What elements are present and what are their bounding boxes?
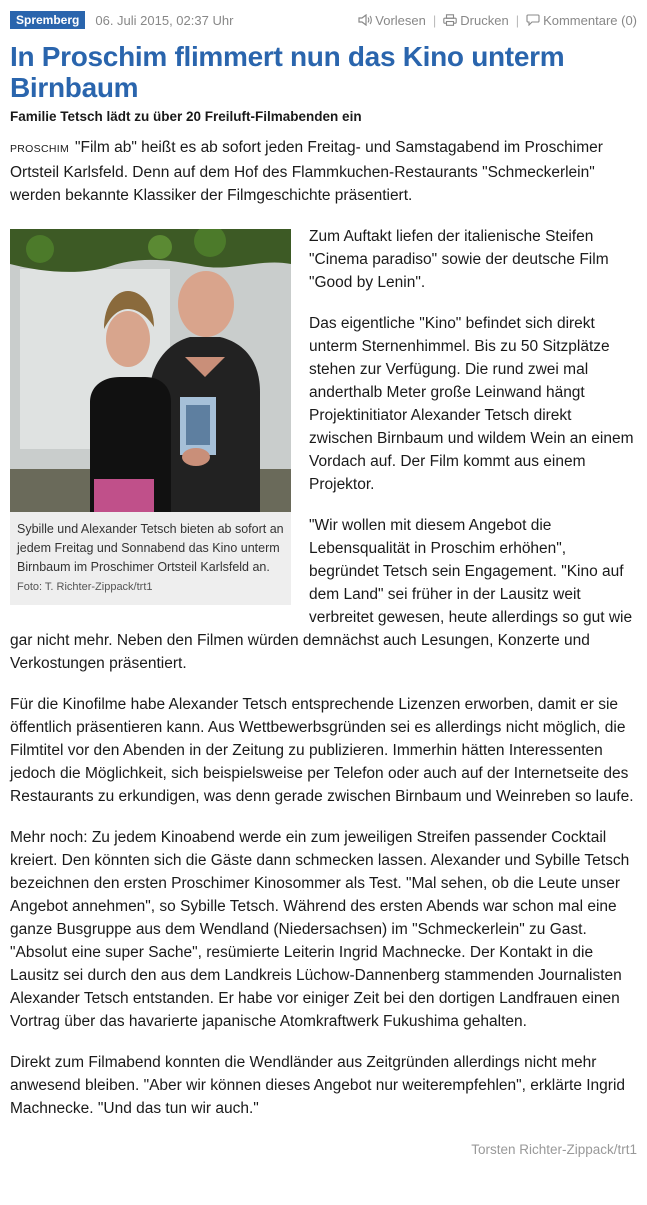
article-photo[interactable] (10, 229, 291, 512)
print-label: Drucken (460, 12, 509, 28)
photo-credit: Foto: T. Richter-Zippack/trt1 (17, 581, 153, 593)
article-actions (358, 13, 637, 28)
lead-paragraph (10, 136, 637, 207)
article-subtitle: Familie Tetsch lädt zu über 20 Freiluft-Filmabenden ein (10, 109, 362, 124)
location-tag[interactable]: Spremberg (10, 11, 85, 29)
print-button[interactable] (443, 13, 508, 28)
body-paragraph: "Wir wollen mit diesem Angebot die Lebensqualität in Proschim erhöhen", begründet Tetsch sein Engagement. "Kino auf dem Land" sei früher in der Lausitz weit verbreitet gewesen, heute allerdings so gut wie gar nicht mehr. Neben den Filmen würden demnächst auch Lesungen, Konzerte und Verkostungen präsentiert. (10, 517, 633, 672)
caption-text: Sybille und Alexander Tetsch bieten ab sofort an jedem Freitag und Sonnabend das Kino unterm Birnbaum im Proschimer Ortsteil Karlsfeld an. (17, 522, 284, 574)
body-paragraph: Mehr noch: Zu jedem Kinoabend werde ein zum jeweiligen Streifen passender Cocktail kreiert. Den könnten sich die Gäste dann schmecken lassen. Alexander und Sybille Tetsch bezeichnen den ersten Proschimer Kinosommer als Test. "Mal sehen, ob die Leute unser Angebot annehmen", so Sybille Tetsch. Während des ersten Abends war schon mal eine ganze Busgruppe aus dem Wendland (Niedersachsen) im "Schmeckerlein" zu Gast. "Absolut eine super Sache", resümierte Leiterin Ingrid Machnecke. Der Kontakt in die Lausitz sei durch den aus dem Landkreis Lüchow-Dannenberg stammenden Journalisten Alexander Tetsch entstanden. Er habe vor einiger Zeit bei den dortigen Landfrauen einen Vortrag über das havarierte japanische Atomkraftwerk Fukushima gehalten. (10, 829, 630, 1030)
author-byline: Torsten Richter-Zippack/trt1 (471, 1142, 637, 1157)
article-figure (10, 229, 291, 605)
read-aloud-label: Vorlesen (375, 12, 426, 28)
body-paragraph: Für die Kinofilme habe Alexander Tetsch entsprechende Lizenzen erworben, damit er sie öffentlich präsentieren kann. Aus Wettbewerbsgründen sei es allerdings nicht möglich, die Filmtitel vor den Abenden in der Zeitung zu publizieren. Immerhin hätten Interessenten jedoch die Möglichkeit, sich beispielsweise per Telefon oder auch auf der Internetseite des Restaurants zu erkundigen, was denn gerade zwischen Birnbaum und Weinreben so laufe. (10, 696, 634, 805)
printer-icon (443, 14, 457, 26)
body-paragraph: Direkt zum Filmabend konnten die Wendländer aus Zeitgründen allerdings nicht mehr anwesend bleiben. "Aber wir können dieses Angebot nur weiterempfehlen", erklärte Ingrid Machnecke. "Und das tun wir auch." (10, 1054, 626, 1117)
publish-datetime: 06. Juli 2015, 02:37 Uhr (95, 12, 234, 28)
speech-bubble-icon (526, 14, 540, 26)
article-meta-bar (10, 9, 637, 31)
speaker-icon (358, 14, 372, 26)
read-aloud-button[interactable] (358, 13, 426, 28)
article-title: In Proschim flimmert nun das Kino unterm Birnbaum (10, 41, 565, 103)
body-paragraph: Zum Auftakt liefen der italienische Steifen "Cinema paradiso" sowie der deutsche Film "Good by Lenin". (309, 228, 609, 291)
comments-link[interactable] (526, 13, 637, 28)
photo-caption (10, 512, 291, 605)
article-page (10, 0, 637, 1157)
dateline: PROSCHIM (10, 143, 69, 155)
action-separator: | (515, 12, 520, 28)
body-paragraph: Das eigentliche "Kino" befindet sich direkt unterm Sternenhimmel. Bis zu 50 Sitzplätze stehen zur Verfügung. Die rund zwei mal anderthalb Meter große Leinwand hängt Projektinitiator Alexander Tetsch direkt zwischen Birnbaum und wildem Wein an einem Vordach auf. Der Film kommt aus einem Projektor. (309, 315, 634, 493)
lead-text: "Film ab" heißt es ab sofort jeden Freitag- und Samstagabend im Proschimer Ortsteil Karlsfeld. Denn auf dem Hof des Flammkuchen-Restaurants "Schmeckerlein" werden bekannte Klassiker der Filmgeschichte präsentiert. (10, 139, 603, 204)
comments-label: Kommentare (0) (543, 12, 637, 28)
action-separator: | (432, 12, 437, 28)
